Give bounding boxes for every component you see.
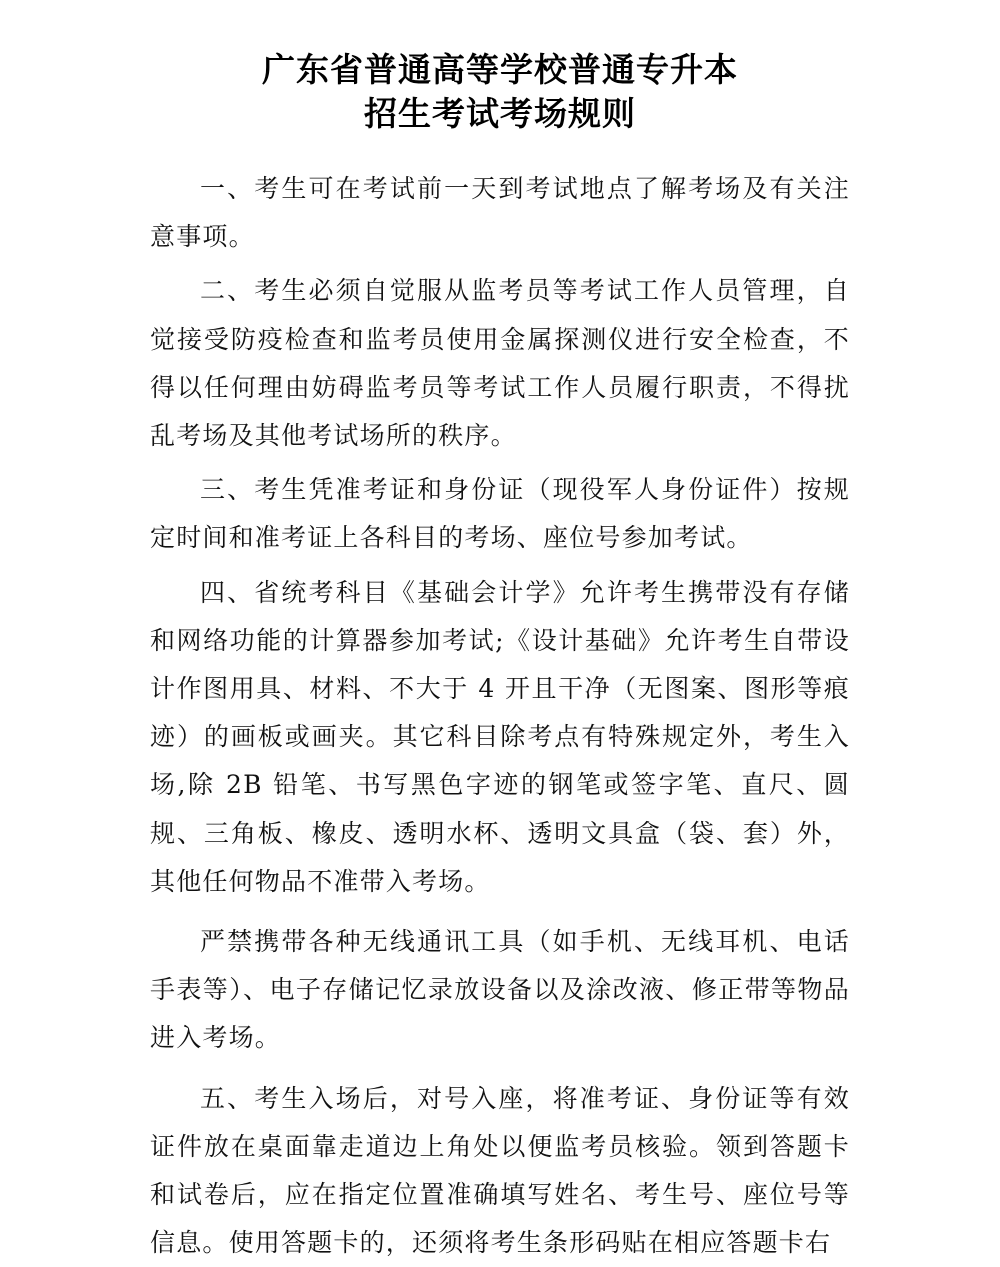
title-line-2: 招生考试考场规则 [364,94,636,133]
title-line-1: 广东省普通高等学校普通专升本 [262,50,738,89]
document-body [150,165,850,1267]
paragraph-rule-4: 四、省统考科目《基础会计学》允许考生携带没有存储和网络功能的计算器参加考试;《设计基础》允许考生自带设计作图用具、材料、不大于 4 开且干净（无图案、图形等痕迹）的画板或画夹。其它科目除考点有特殊规定外，考生入场,除 2B 铅笔、书写黑色字迹的钢笔或签字笔、直尺、圆规、三角板、橡皮、透明水杯、透明文具盒（袋、套）外，其他任何物品不准带入考场。 [150,577,850,896]
paragraph-rule-4-prohibited-items: 严禁携带各种无线通讯工具（如手机、无线耳机、电话手表等）、电子存储记忆录放设备以及涂改液、修正带等物品进入考场。 [150,927,850,1053]
paragraph-rule-5: 五、考生入场后，对号入座，将准考证、身份证等有效证件放在桌面靠走道边上角处以便监考员核验。领到答题卡和试卷后，应在指定位置准确填写姓名、考生号、座位号等信息。使用答题卡的，还须将考生条形码贴在相应答题卡右 [150,1083,850,1258]
paragraph-rule-3: 三、考生凭准考证和身份证（现役军人身份证件）按规定时间和准考证上各科目的考场、座位号参加考试。 [150,475,850,553]
paragraph-rule-1: 一、考生可在考试前一天到考试地点了解考场及有关注意事项。 [150,174,850,252]
document-title [0,48,1000,136]
paragraph-rule-2: 二、考生必须自觉服从监考员等考试工作人员管理，自觉接受防疫检查和监考员使用金属探测仪进行安全检查，不得以任何理由妨碍监考员等考试工作人员履行职责，不得扰乱考场及其他考试场所的秩序。 [150,276,850,451]
